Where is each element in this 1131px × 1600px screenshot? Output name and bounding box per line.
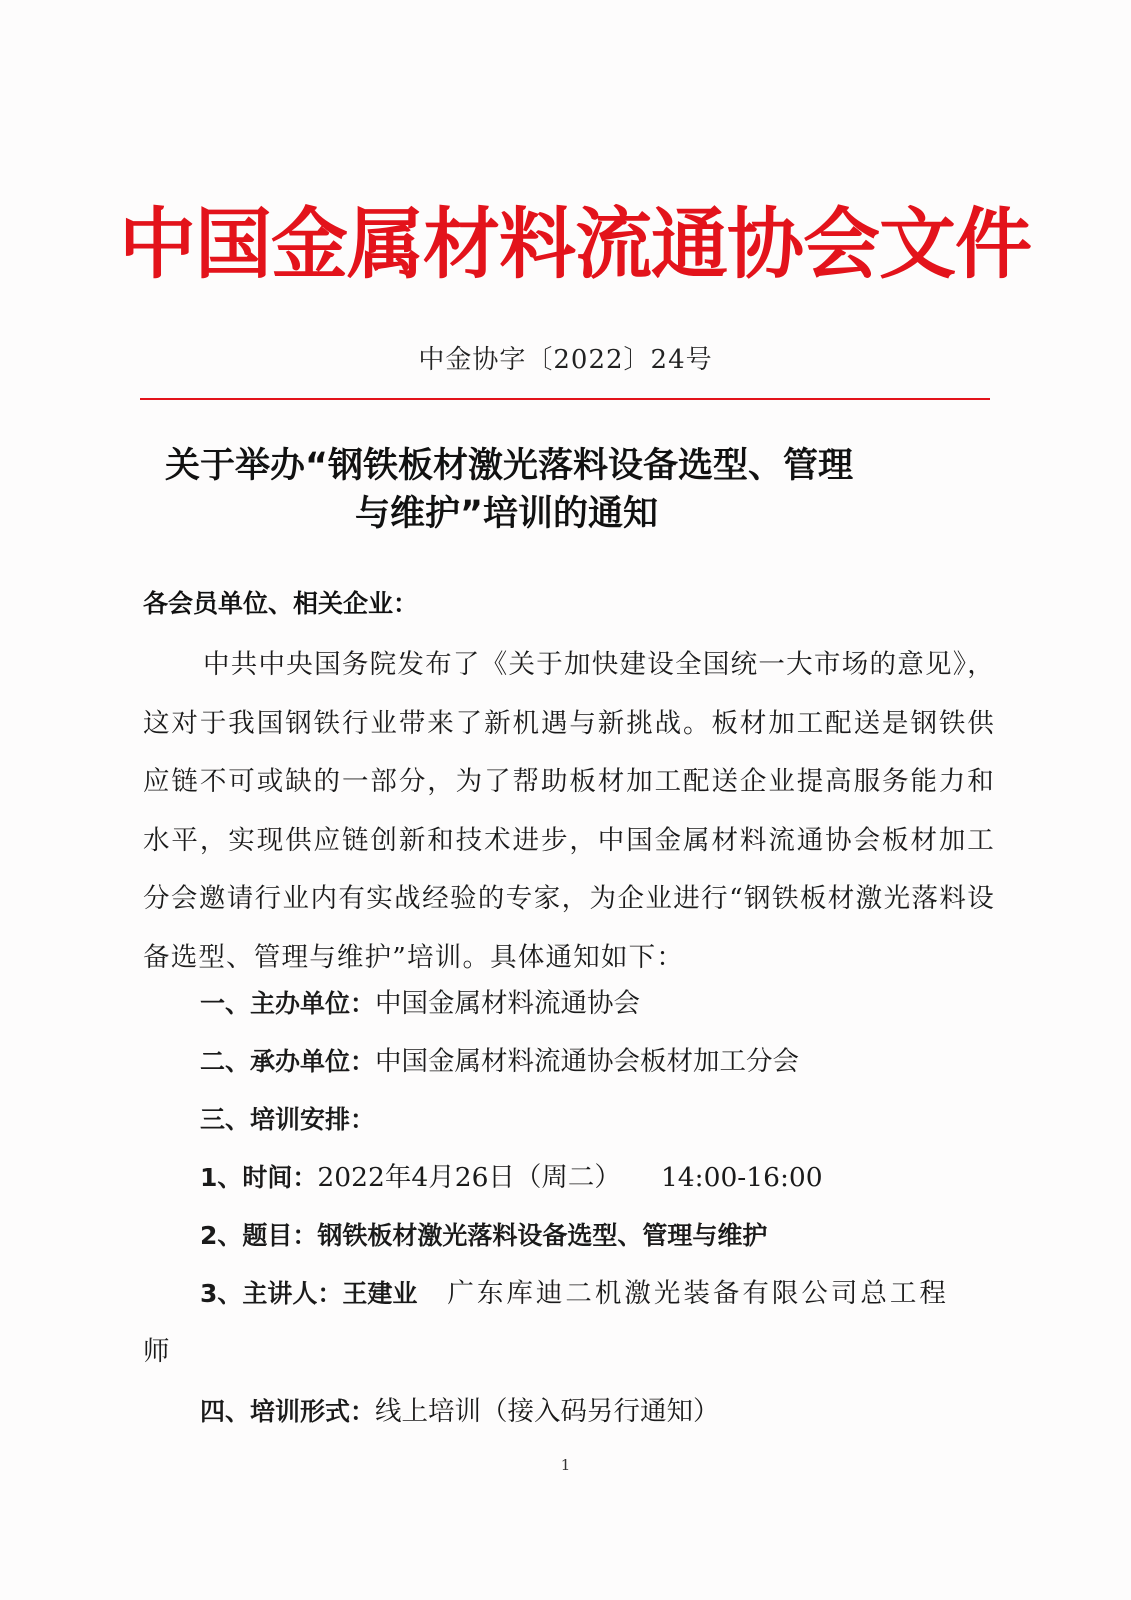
undertaker-label: 二、承办单位： xyxy=(200,1047,376,1076)
time-item xyxy=(200,1158,823,1198)
organizer-item xyxy=(200,984,640,1024)
document-number: 中金协字〔2022〕24号 xyxy=(418,345,713,375)
arrangement-item xyxy=(200,1100,375,1140)
speaker-organization-wrap: 师 xyxy=(143,1336,170,1367)
arrangement-label: 三、培训安排： xyxy=(200,1105,376,1134)
notice-title-line-2: 与维护”培训的通知 xyxy=(355,494,659,534)
undertaker-item xyxy=(200,1042,799,1082)
topic-item xyxy=(200,1216,767,1256)
time-label: 1、时间： xyxy=(200,1163,318,1192)
undertaker-value: 中国金属材料流通协会板材加工分会 xyxy=(375,1046,800,1077)
header-divider xyxy=(140,398,990,400)
format-item xyxy=(200,1392,720,1432)
speaker-organization: 广东库迪二机激光装备有限公司总工程 xyxy=(447,1278,949,1309)
speaker-item xyxy=(200,1274,949,1314)
topic-label: 2、题目： xyxy=(200,1221,318,1250)
time-value: 2022年4月26日（周二） xyxy=(317,1162,621,1193)
salutation: 各会员单位、相关企业： xyxy=(143,589,419,618)
speaker-label: 3、主讲人： xyxy=(200,1279,343,1308)
organizer-label: 一、主办单位： xyxy=(200,989,376,1018)
time-range: 14:00-16:00 xyxy=(660,1162,823,1193)
notice-title xyxy=(165,442,1065,538)
body-paragraph: 中共中央国务院发布了《关于加快建设全国统一大市场的意见》，这对于我国钢铁行业带来了新机遇与新挑战。板材加工配送是钢铁供应链不可或缺的一部分，为了帮助板材加工配送企业提高服务能力和水平，实现供应链创新和技术进步，中国金属材料流通协会板材加工分会邀请行业内有实战经验的专家，为企业进行“钢铁板材激光落料设备选型、管理与维护”培训。具体通知如下： xyxy=(143,649,995,973)
organizer-value: 中国金属材料流通协会 xyxy=(375,988,641,1019)
speaker-name: 王建业 xyxy=(342,1279,418,1308)
notice-title-line-1: 关于举办“钢铁板材激光落料设备选型、管理 xyxy=(165,446,854,486)
topic-value: 钢铁板材激光落料设备选型、管理与维护 xyxy=(317,1221,768,1250)
format-value: 线上培训（接入码另行通知） xyxy=(375,1396,720,1427)
format-label: 四、培训形式： xyxy=(200,1397,376,1426)
page-number: 1 xyxy=(560,1456,571,1474)
document-header-title: 中国金属材料流通协会文件 xyxy=(119,201,1031,290)
